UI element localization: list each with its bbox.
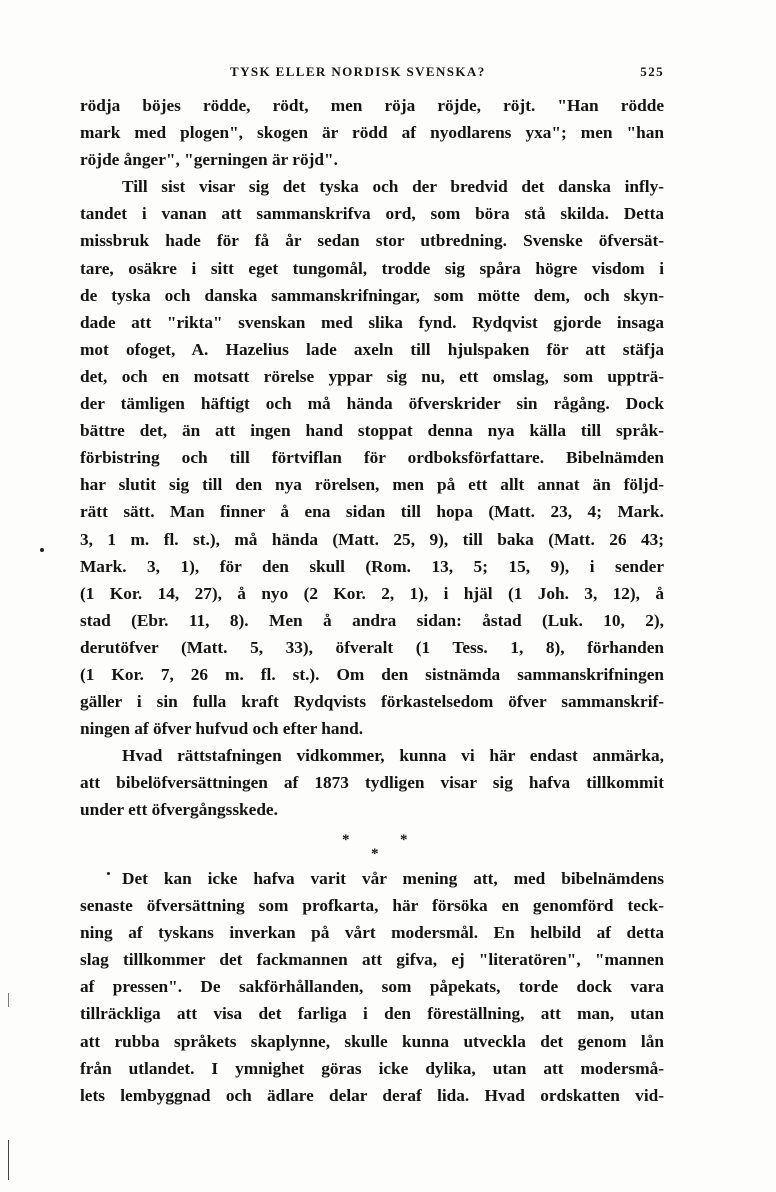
text-line: 3, 1 m. fl. st.), må hända (Matt. 25, 9), till baka (Matt. 26 43; [80, 529, 664, 549]
text-line: tandet i vanan att sammanskrifva ord, som böra stå skilda. Detta [80, 204, 664, 224]
text-line: ning af tyskans inverkan på vårt modersmål. En helbild af detta [80, 923, 664, 943]
margin-speck [40, 548, 44, 552]
text-line: det, och en motsatt rörelse yppar sig nu, ett omslag, som uppträ- [80, 366, 664, 386]
text-line: röjde ånger", "gerningen är röjd". [80, 150, 338, 170]
text-line: tillräckliga att visa det farliga i den föreställning, att man, utan [80, 1004, 664, 1024]
text-line: tare, osäkre i sitt eget tungomål, trodde sig spåra högre visdom i [80, 258, 664, 278]
margin-mark [8, 1140, 9, 1180]
text-line: senaste öfversättning som profkarta, här försöka en genomförd teck- [80, 896, 664, 916]
page-header [80, 64, 664, 86]
running-title: TYSK ELLER NORDISK SVENSKA? [230, 64, 486, 79]
text-line: derutöfver (Matt. 5, 33), öfveralt (1 Tess. 1, 8), förhanden [80, 637, 664, 657]
text-line: mark med plogen", skogen är rödd af nyodlarens yxa"; men "han [80, 123, 664, 143]
text-line: mot ofoget, A. Hazelius lade axeln till hjulspaken för att stäfja [80, 339, 664, 359]
text-line: Hvad rättstafningen vidkommer, kunna vi här endast anmärka, [122, 746, 664, 766]
text-line: (1 Kor. 7, 26 m. fl. st.). Om den sistnämda sammanskrifningen [80, 664, 664, 684]
asterisk-right: * [400, 832, 408, 848]
text-line: Det kan icke hafva varit vår mening att, med bibelnämdens [122, 869, 664, 888]
text-line: missbruk hade för få år sedan stor utbredning. Svenske öfversät- [80, 231, 664, 251]
text-line: dade att "rikta" svenskan med slika fynd. Rydqvist gjorde insaga [80, 312, 664, 332]
text-line: gäller i sin fulla kraft Rydqvists förkastelsedom öfver sammanskrif- [80, 692, 664, 712]
text-line: att rubba språkets skaplynne, skulle kunna utveckla det genom lån [80, 1031, 664, 1051]
text-line: slag tillkommer det fackmannen att gifva, ej "literatören", "mannen [80, 950, 664, 970]
body-text-top [80, 92, 664, 824]
text-line: har slutit sig till den nya rörelsen, men på ett allt annat än följd- [80, 475, 664, 495]
asterisk-bottom: * [371, 846, 379, 862]
margin-mark [8, 993, 9, 1007]
text-line: lets lembyggnad och ädlare delar deraf lida. Hvad ordskatten vid- [80, 1085, 664, 1105]
text-line: att bibelöfversättningen af 1873 tydligen visar sig hafva tillkommit [80, 773, 664, 793]
text-line: (1 Kor. 14, 27), å nyo (2 Kor. 2, 1), i hjäl (1 Joh. 3, 12), å [80, 583, 664, 603]
text-line: der tämligen häftigt och må hända öfverskrider sin rågång. Dock [80, 394, 664, 414]
body-text-bottom [80, 865, 664, 1109]
text-line: stad (Ebr. 11, 8). Men å andra sidan: åstad (Luk. 10, 2), [80, 610, 664, 630]
text-line: under ett öfvergångsskede. [80, 800, 278, 820]
text-line: de tyska och danska sammanskrifningar, som mötte dem, och skyn- [80, 285, 664, 305]
text-line: Mark. 3, 1), för den skull (Rom. 13, 5; 15, 9), i sender [80, 556, 664, 576]
text-line: från utlandet. I ymnighet göras icke dylika, utan att modersmå- [80, 1058, 664, 1078]
text-line: bättre det, än att ingen hand stoppat denna nya källa till språk- [80, 421, 664, 441]
text-line: rödja böjes rödde, rödt, men röja röjde, röjt. "Han rödde [80, 96, 664, 115]
text-line: förbistring och till förtviflan för ordboksförfattare. Bibelnämden [80, 448, 664, 468]
text-line: af pressen". De sakförhållanden, som påpekats, torde dock vara [80, 977, 664, 997]
text-line: Till sist visar sig det tyska och der bredvid det danska infly- [122, 177, 664, 197]
asterisk-left: * [342, 832, 350, 848]
margin-speck [107, 872, 110, 875]
text-line: rätt sätt. Man finner å ena sidan till hopa (Matt. 23, 4; Mark. [80, 502, 664, 522]
page-number: 525 [640, 64, 664, 79]
text-line: ningen af öfver hufvud och efter hand. [80, 719, 364, 739]
